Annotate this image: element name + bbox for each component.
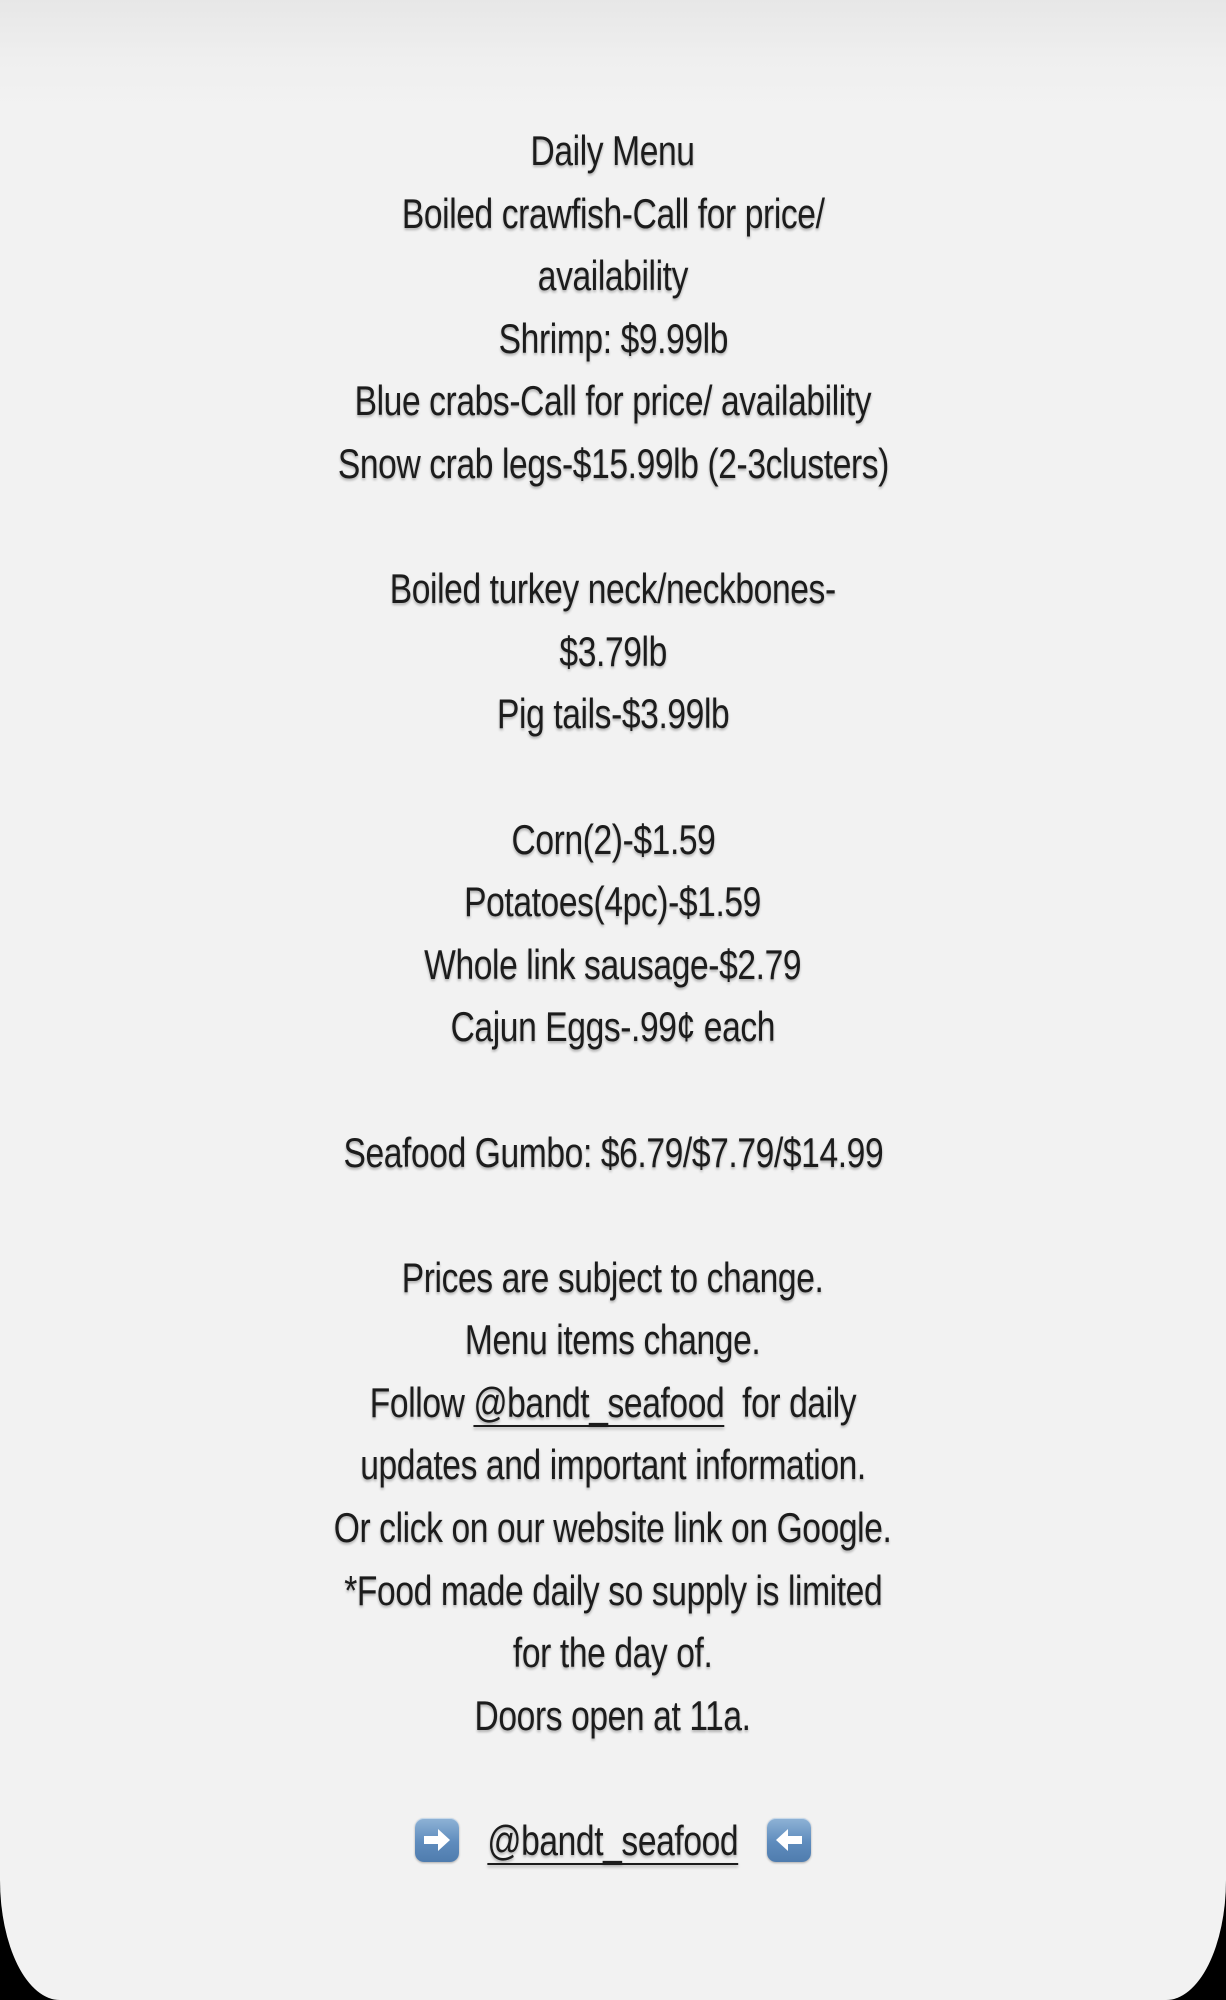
right-arrow-icon <box>415 1818 459 1862</box>
note-website <box>0 1497 1226 1560</box>
left-arrow-icon <box>767 1818 811 1862</box>
menu-item-text: Shrimp: $9.99lb <box>498 314 728 362</box>
menu-item-text: Potatoes(4pc)-$1.59 <box>464 878 762 926</box>
menu-item-snow-crab <box>0 433 1226 496</box>
menu-item-blue-crabs <box>0 370 1226 433</box>
menu-item-text: Cajun Eggs-.99¢ each <box>450 1003 776 1051</box>
menu-item-corn <box>0 809 1226 872</box>
menu-item-text: Snow crab legs-$15.99lb (2-3clusters) <box>337 439 889 487</box>
menu-item-shrimp <box>0 308 1226 371</box>
instagram-handle-link-cta[interactable]: @bandt_seafood <box>487 1817 739 1865</box>
menu-item-cajun-eggs <box>0 996 1226 1059</box>
note-follow <box>0 1372 1226 1435</box>
menu-item-crawfish <box>0 183 1226 246</box>
menu-title-text: Daily Menu <box>530 127 696 174</box>
menu-item-text: $3.79lb <box>559 627 667 675</box>
menu-item-turkey-neck-price <box>0 621 1226 684</box>
menu-item-pig-tails <box>0 683 1226 746</box>
cta-handle-row <box>0 1810 1226 1873</box>
menu-item-text: Blue crabs-Call for price/ availability <box>354 377 872 425</box>
note-follow-text <box>370 1372 856 1435</box>
note-text: Prices are subject to change. <box>402 1253 824 1301</box>
note-updates <box>0 1434 1226 1497</box>
menu-item-text: Boiled crawfish-Call for price/ <box>401 189 825 237</box>
menu-item-sausage <box>0 934 1226 997</box>
menu-item-potatoes <box>0 871 1226 934</box>
note-text: Or click on our website link on Google. <box>334 1504 892 1552</box>
menu-item-turkey-neck <box>0 558 1226 621</box>
note-text: Menu items change. <box>465 1316 761 1364</box>
note-hours <box>0 1685 1226 1748</box>
note-text: for the day of. <box>513 1629 713 1677</box>
note-supply-cont <box>0 1622 1226 1685</box>
spacer <box>0 746 1226 809</box>
daily-menu <box>0 120 1226 1873</box>
follow-prefix: Follow <box>369 1378 474 1426</box>
spacer <box>0 1747 1226 1810</box>
follow-suffix: for daily <box>724 1378 857 1426</box>
note-supply <box>0 1560 1226 1623</box>
note-prices <box>0 1247 1226 1310</box>
menu-item-text: Pig tails-$3.99lb <box>496 690 730 738</box>
spacer <box>0 1059 1226 1122</box>
menu-item-crawfish-cont <box>0 245 1226 308</box>
note-text: updates and important information. <box>360 1441 866 1489</box>
menu-item-text: availability <box>537 252 689 300</box>
menu-item-gumbo <box>0 1122 1226 1185</box>
note-text: *Food made daily so supply is limited <box>344 1566 882 1614</box>
menu-title <box>0 120 1226 183</box>
menu-item-text: Whole link sausage-$2.79 <box>424 940 802 988</box>
note-items <box>0 1309 1226 1372</box>
menu-item-text: Corn(2)-$1.59 <box>511 815 715 863</box>
spacer <box>0 496 1226 559</box>
menu-item-text: Seafood Gumbo: $6.79/$7.79/$14.99 <box>343 1128 883 1176</box>
instagram-handle-link[interactable]: @bandt_seafood <box>473 1378 725 1426</box>
spacer <box>0 1184 1226 1247</box>
menu-item-text: Boiled turkey neck/neckbones- <box>389 565 836 613</box>
cta-handle-wrap <box>488 1810 739 1873</box>
note-text: Doors open at 11a. <box>474 1691 752 1739</box>
